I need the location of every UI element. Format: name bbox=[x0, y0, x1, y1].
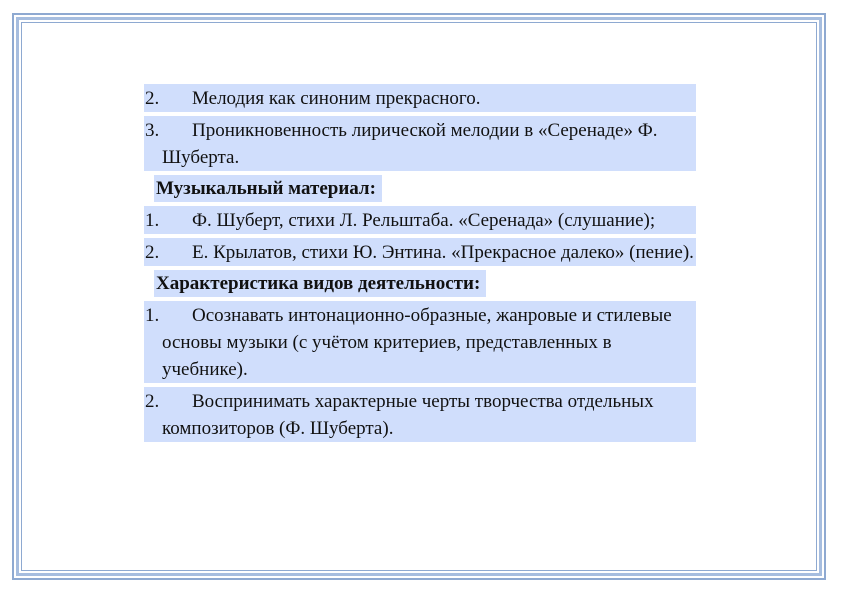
section-heading-activities: Характеристика видов деятельности: bbox=[154, 270, 486, 297]
list-item bbox=[144, 238, 696, 266]
list-item bbox=[144, 116, 696, 171]
item-number: 2. bbox=[145, 242, 160, 263]
list-item bbox=[144, 387, 696, 442]
item-text: Осознавать интонационно-образные, жанровые и стилевые основы музыки (с учётом критериев, представленных в учебнике). bbox=[162, 305, 672, 380]
item-text: Е. Крылатов, стихи Ю. Энтина. «Прекрасное далеко» (пение). bbox=[192, 242, 694, 263]
item-text: Воспринимать характерные черты творчества отдельных композиторов (Ф. Шуберта). bbox=[162, 391, 654, 439]
lesson-content bbox=[144, 84, 696, 446]
list-item bbox=[144, 84, 696, 112]
item-number: 1. bbox=[145, 305, 160, 326]
item-text: Проникновенность лирической мелодии в «Серенаде» Ф. Шуберта. bbox=[162, 120, 658, 168]
heading-wrapper bbox=[144, 270, 696, 301]
item-number: 2. bbox=[145, 88, 160, 109]
item-text: Мелодия как синоним прекрасного. bbox=[192, 88, 481, 109]
item-number: 1. bbox=[145, 210, 160, 231]
list-item bbox=[144, 301, 696, 383]
item-number: 2. bbox=[145, 391, 160, 412]
section-heading-music-material: Музыкальный материал: bbox=[154, 175, 382, 202]
item-text: Ф. Шуберт, стихи Л. Рельштаба. «Серенада» (слушание); bbox=[192, 210, 656, 231]
item-number: 3. bbox=[145, 120, 160, 141]
list-item bbox=[144, 206, 696, 234]
heading-wrapper bbox=[144, 175, 696, 206]
